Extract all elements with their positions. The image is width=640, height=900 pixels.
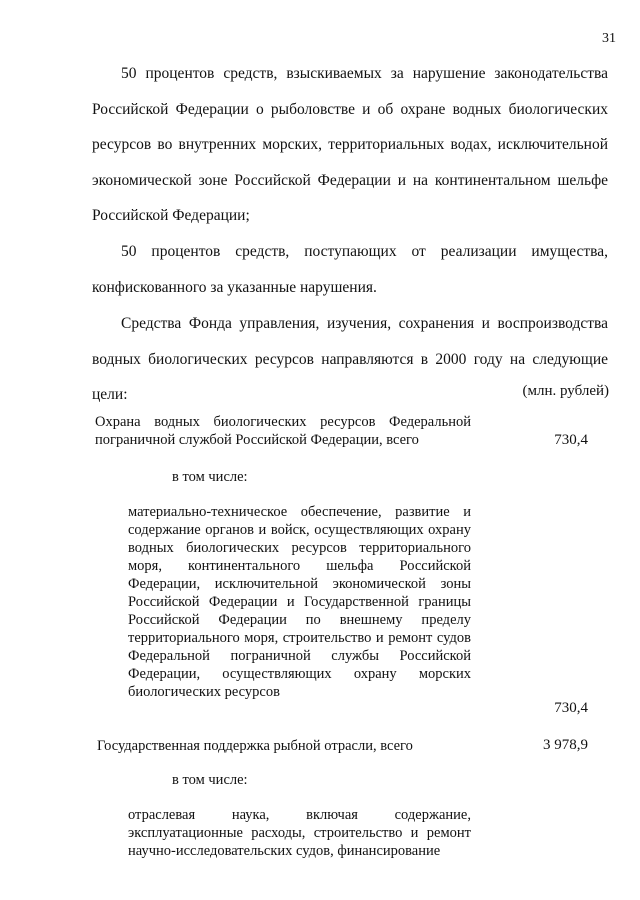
paragraph-confiscated: 50 процентов средств, поступающих от реализации имущества, конфискованного за указанные нарушения.: [92, 243, 608, 296]
paragraph-fines: 50 процентов средств, взыскиваемых за нарушение законодательства Российской Федерации о рыболовстве и об охране водных биологических ресурсов во внутренних морских, территориальных водах, исключительной экономической зоне Российской Федерации и на континентальном шельфе Российской Федерации;: [92, 65, 608, 224]
unit-label: (млн. рублей): [522, 383, 609, 399]
row-fishery-support-value: 3 978,9: [543, 737, 588, 753]
row-material-support-value: 730,4: [554, 700, 588, 716]
page-number: 31: [602, 31, 616, 46]
row-fishery-support: Государственная поддержка рыбной отрасли, всего: [97, 738, 413, 754]
row-material-support: материально-техническое обеспечение, развитие и содержание органов и войск, осуществляющих охрану водных биологических ресурсов территориального моря, континентального шельфа Российской Федерации, исключительной экономической зоны Российской Федерации и Государственной границы Российской Федерации по внешнему пределу территориального моря, строительство и ремонт судов Федеральной пограничной службы Российской Федерации, осуществляющих охрану морских биологических ресурсов: [128, 504, 471, 700]
subheading-including-2: в том числе:: [172, 772, 248, 788]
row-border-protection-value: 730,4: [554, 432, 588, 448]
row-border-protection: Охрана водных биологических ресурсов Федеральной пограничной службой Российской Федерации, всего: [95, 414, 471, 448]
row-fishery-science: отраслевая наука, включая содержание, эксплуатационные расходы, строительство и ремонт научно-исследовательских судов, финансирование: [128, 807, 471, 859]
subheading-including-1: в том числе:: [172, 469, 248, 485]
paragraph-fund-purposes: Средства Фонда управления, изучения, сохранения и воспроизводства водных биологических ресурсов направляются в 2000 году на следующие цели:: [92, 315, 608, 403]
